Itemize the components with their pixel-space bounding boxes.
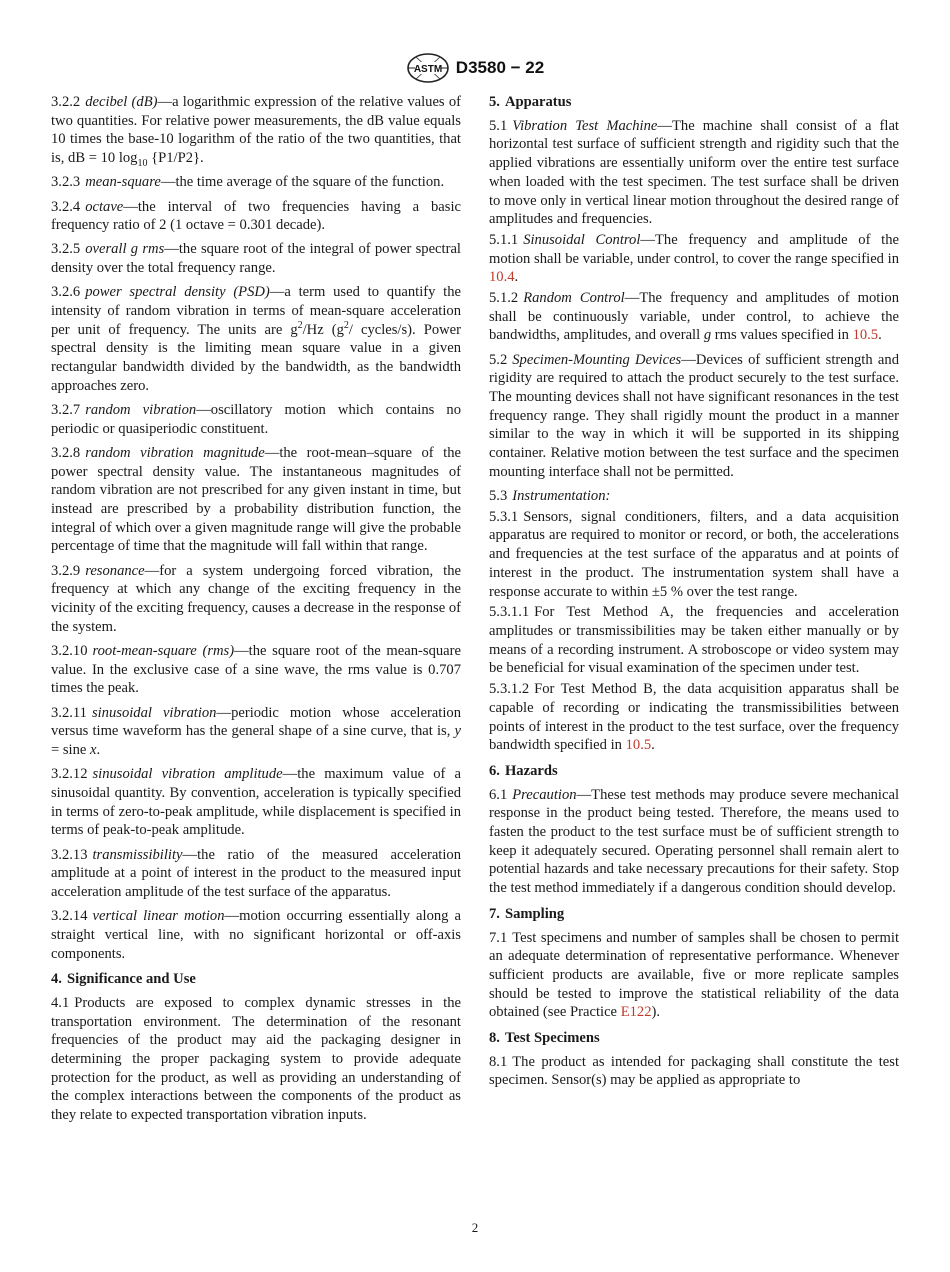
right-column: [489, 93, 899, 1096]
section-6-heading: 6. Hazards: [489, 762, 558, 779]
para-3-2-12: 3.2.12 sinusoidal vibration amplitude—the maximum value of a sinusoidal quantity. By convention, acceleration is typically specified in terms of zero-to-peak amplitude, while displacement is specified in terms of peak-to-peak amplitude.: [51, 766, 462, 839]
para-3-2-9: 3.2.9 resonance—for a system undergoing forced vibration, the frequency at which any change of the exciting frequency in the vicinity of the exciting frequency, causes a decrease in the response of the system.: [51, 562, 461, 635]
para-3-2-3: 3.2.3 mean-square—the time average of the square of the function.: [51, 174, 445, 191]
link-10-4[interactable]: 10.4: [489, 269, 515, 286]
para-5-2: 5.2 Specimen-Mounting Devices—Devices of sufficient strength and rigidity are required to attach the product securely to the test surface. The mounting devices shall not have significant resonances in the test frequency range. They shall rigidly mount the product in a manner similar to the way in which it will be supported in its shipping container. Relative motion between the test surface and the specimen mounting interface shall not be permitted.: [489, 351, 899, 480]
para-5-1: 5.1 Vibration Test Machine—The machine shall consist of a flat horizontal test surface of sufficient strength and rigidity such that the applied vibrations are essentially uniform over the entire test surface when loaded with the test specimen. The test surface shall be driven to move only in vertical linear motion throughout the desired range of amplitudes and frequencies.: [489, 117, 899, 228]
para-3-2-6: 3.2.6 power spectral density (PSD)—a term used to quantify the intensity of random vibration in terms of mean-square acceleration per unit of frequency. The units are $g^2/Hz$ ($g^2/$ cycles/s). Power spectral density is the limiting mean square value in a given rectangular bandwidth divided by the bandwidth, as the bandwidth approaches zero.: [51, 284, 461, 394]
para-7-1: 7.1 Test specimens and number of samples shall be chosen to permit an adequate determination of representative performance. Whenever sufficient products are available, five or more replicate samples should be tested to improve the statistical reliability of the data obtained (see Practice E122).: [489, 929, 899, 1021]
section-5-heading: 5. Apparatus: [489, 94, 572, 110]
logo-text: ASTM: [413, 64, 442, 75]
para-5-1-2: 5.1.2 Random Control—The frequency and amplitudes of motion shall be continuously variable, under control, to achieve the bandwidths, amplitudes, and overall g rms values specified in 10.5.: [489, 290, 899, 344]
para-5-1-1: 5.1.1 Sinusoidal Control—The frequency and amplitude of the motion shall be variable, under control, to cover the range specified in 10.4.: [489, 231, 899, 286]
link-10-5-b[interactable]: 10.5: [625, 737, 652, 754]
para-3-2-14: 3.2.14 vertical linear motion—motion occurring essentially along a straight vertical line, with no significant horizontal or off-axis components.: [51, 908, 461, 962]
para-4-1: 4.1 Products are exposed to complex dynamic stresses in the transportation environment. The determination of the resonant frequencies of the product may aid the packaging designer in determining the proper packaging system to provide adequate protection for the product, as well as providing an understanding of the complex interactions between the components of the product as they relate to expected transportation vibration inputs.: [51, 994, 461, 1124]
para-3-2-5: 3.2.5 overall g rms—the square root of the integral of power spectral density over the total frequency range.: [51, 241, 461, 277]
para-6-1: 6.1 Precaution—These test methods may produce severe mechanical response in the product being tested. Therefore, the means used to fasten the product to the test surface must be of sufficient strength to keep it adequately secured. Operating personnel shall remain alert to potential hazards and take necessary precautions for their safety. Stop the test method immediately if a dangerous condition should develop.: [489, 786, 899, 897]
astm-logo: [406, 52, 450, 84]
para-3-2-2: 3.2.2 decibel (dB)—a logarithmic expression of the relative values of two quantities. For relative power measurements, the dB value equals 10 times the base-10 logarithm of the ratio of the two quantities, that is, dB = 10 $\log_{10} \{P1/P2\}$.: [51, 94, 461, 170]
page-header: [0, 52, 950, 86]
section-7-heading: 7. Sampling: [489, 905, 565, 922]
para-3-2-11: 3.2.11 sinusoidal vibration—periodic motion whose acceleration versus time waveform has the general shape of a sine curve, that is, y = sine x.: [51, 704, 461, 758]
section-8-heading: 8. Test Specimens: [489, 1030, 600, 1047]
para-5-3-1-2: 5.3.1.2 For Test Method B, the data acquisition apparatus shall be capable of recording or indicating the transmissibilities between points of interest in the product to the test surface, over the frequency bandwidth specified in 10.5.: [489, 681, 899, 754]
section-4-heading: 4. Significance and Use: [51, 971, 196, 988]
para-3-2-10: 3.2.10 root-mean-square (rms)—the square root of the mean-square value. In the exclusive case of a sine wave, the rms value is 0.707 times the peak.: [51, 642, 461, 697]
para-3-2-4: 3.2.4 octave—the interval of two frequencies having a basic frequency ratio of 2 (1 octave = 0.301 decade).: [51, 198, 461, 234]
document-designation: D3580 − 22: [455, 58, 545, 77]
para-3-2-8: 3.2.8 random vibration magnitude—the root-mean–square of the power spectral density value. The instantaneous magnitudes of random vibration are not prescribed for any given instant in time, but instead are prescribed by a probability distribution function, the integral of which over a given magnitude range will give the probable percentage of time that the magnitude will fall within that range.: [51, 444, 461, 555]
link-10-5[interactable]: 10.5: [852, 327, 879, 344]
para-3-2-7: 3.2.7 random vibration—oscillatory motion which contains no periodic or quasiperiodic constituent.: [51, 402, 462, 437]
link-e122[interactable]: E122: [620, 1004, 652, 1021]
para-5-3-1: 5.3.1 Sensors, signal conditioners, filters, and a data acquisition apparatus are required to monitor or record, or both, the accelerations and frequencies at the test surface of the apparatus and at points of interest in the product. The instrumentation system shall have a response accurate to within ±5 % over the test range.: [489, 508, 899, 600]
para-5-3: 5.3 Instrumentation:: [489, 488, 611, 505]
page-number: 2: [471, 1220, 479, 1235]
para-8-1: 8.1 The product as intended for packaging shall constitute the test specimen. Sensor(s) may be applied as appropriate to: [489, 1053, 899, 1089]
para-3-2-13: 3.2.13 transmissibility—the ratio of the measured acceleration amplitude at a point of interest in the product to the measured input acceleration amplitude of the test surface of the apparatus.: [51, 846, 461, 900]
para-5-3-1-1: 5.3.1.1 For Test Method A, the frequencies and acceleration amplitudes or transmissibilities may be taken either manually or by means of a recording instrument. A stroboscope or video system may be beneficial for visual examination of the specimen under test.: [489, 604, 899, 677]
left-column: [51, 93, 461, 1130]
